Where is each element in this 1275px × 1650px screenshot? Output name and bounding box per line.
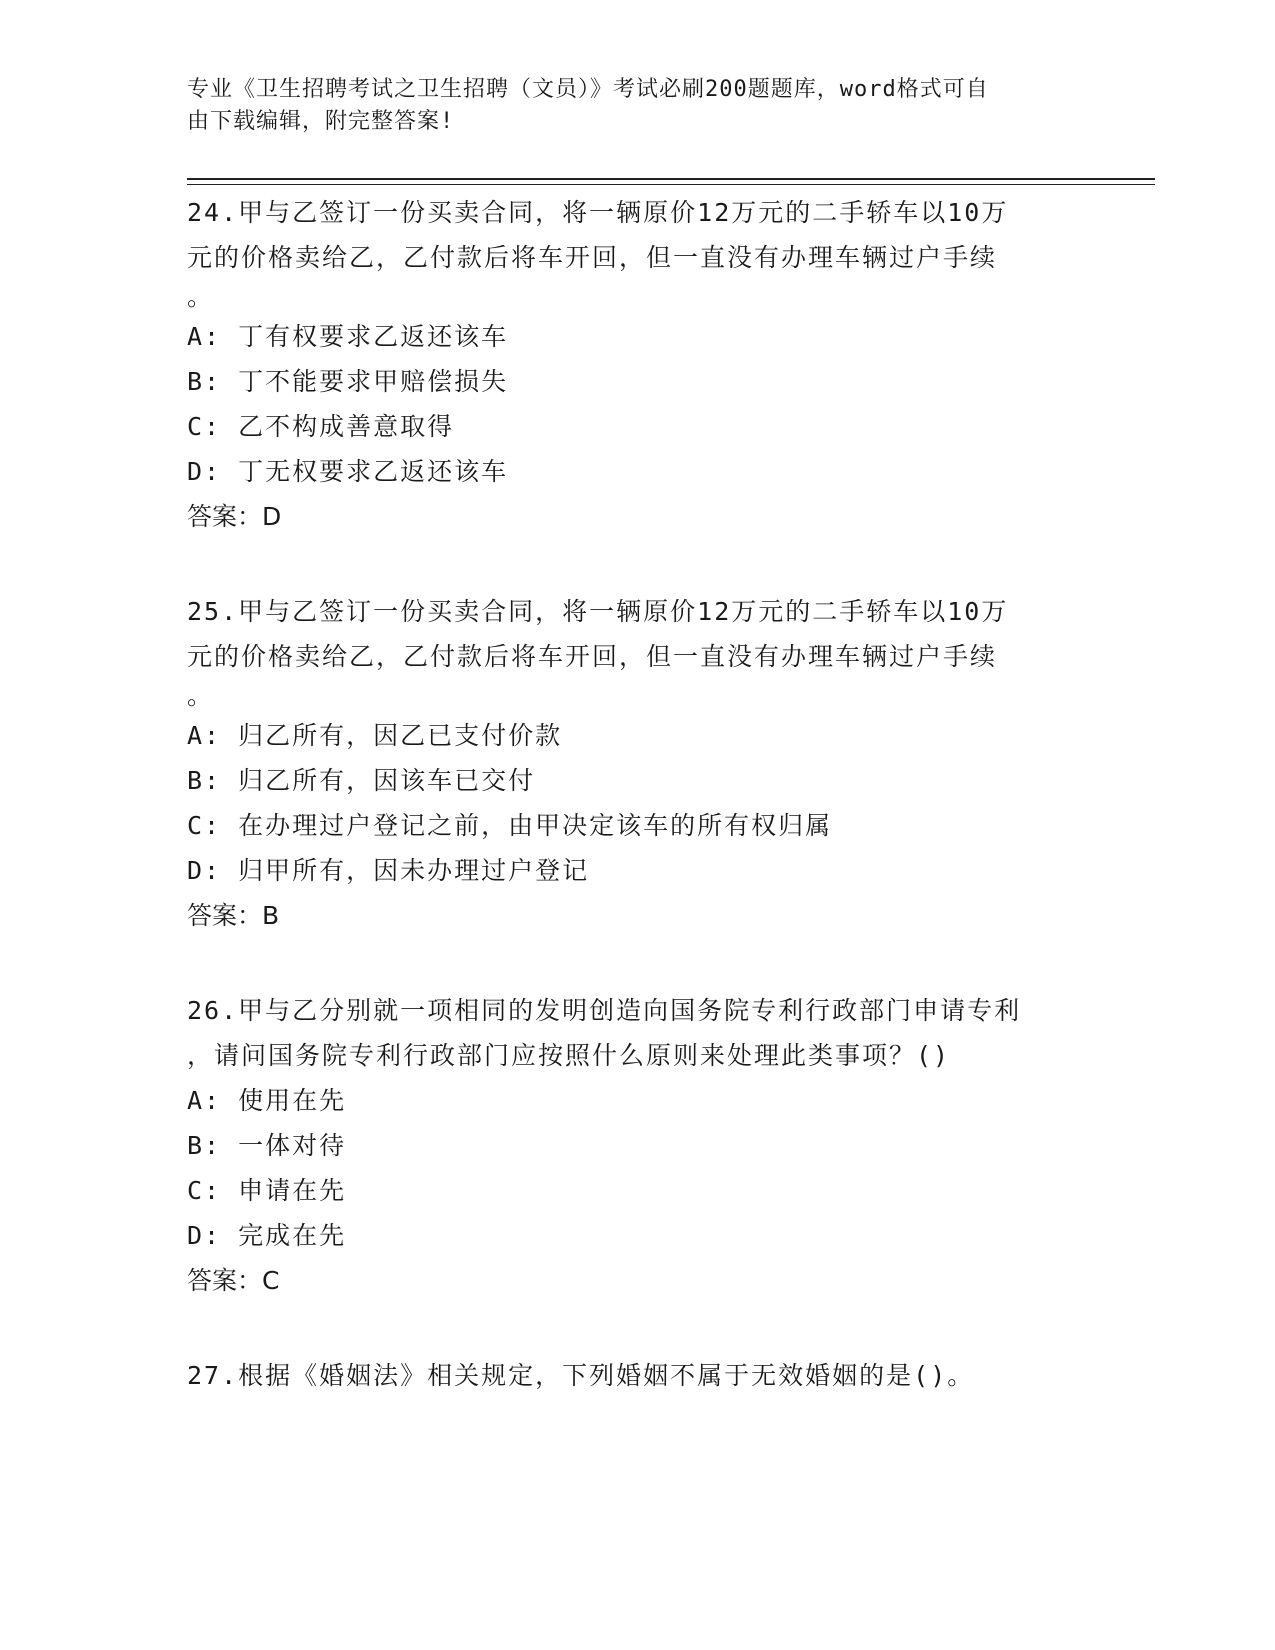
option-c: C: 乙不构成善意取得 [187,412,455,441]
question-text-line: 27.根据《婚姻法》相关规定，下列婚姻不属于无效婚姻的是()。 [187,1361,975,1390]
option-b: B: 归乙所有，因该车已交付 [187,766,536,795]
question-27 [187,1353,1107,1398]
option-a: A: 使用在先 [187,1086,347,1115]
header-line-1: 专业《卫生招聘考试之卫生招聘（文员）》考试必刷200题题库，word格式可自 [187,77,989,102]
question-text-line: 24.甲与乙签订一份买卖合同，将一辆原价12万元的二手轿车以10万 [187,198,1009,227]
document-header [187,74,1067,138]
answer-label: 答案：B [187,901,280,930]
question-text-line: 元的价格卖给乙，乙付款后将车开回，但一直没有办理车辆过户手续 [187,243,998,272]
question-list [187,190,1107,1448]
header-line-2: 由下载编辑，附完整答案! [187,109,455,134]
question-text-line: 25.甲与乙签订一份买卖合同，将一辆原价12万元的二手轿车以10万 [187,597,1009,626]
question-26 [187,988,1107,1303]
option-a: A: 丁有权要求乙返还该车 [187,322,509,351]
answer-label: 答案：D [187,502,282,531]
answer-label: 答案：C [187,1266,280,1295]
option-a: A: 归乙所有，因乙已支付价款 [187,721,563,750]
option-c: C: 申请在先 [187,1176,347,1205]
question-text-line: 元的价格卖给乙，乙付款后将车开回，但一直没有办理车辆过户手续 [187,642,998,671]
question-end-mark: 。 [187,282,213,311]
question-24 [187,190,1107,539]
option-c: C: 在办理过户登记之前，由甲决定该车的所有权归属 [187,811,833,840]
option-d: D: 归甲所有，因未办理过户登记 [187,856,590,885]
question-25 [187,589,1107,938]
question-text-line: ，请问国务院专利行政部门应按照什么原则来处理此类事项？() [187,1041,951,1070]
option-d: D: 完成在先 [187,1221,347,1250]
question-end-mark: 。 [187,681,213,710]
option-d: D: 丁无权要求乙返还该车 [187,457,509,486]
header-divider-thick [187,178,1155,180]
option-b: B: 丁不能要求甲赔偿损失 [187,367,509,396]
option-b: B: 一体对待 [187,1131,347,1160]
header-divider-thin [187,184,1155,185]
question-text-line: 26.甲与乙分别就一项相同的发明创造向国务院专利行政部门申请专利 [187,996,1022,1025]
